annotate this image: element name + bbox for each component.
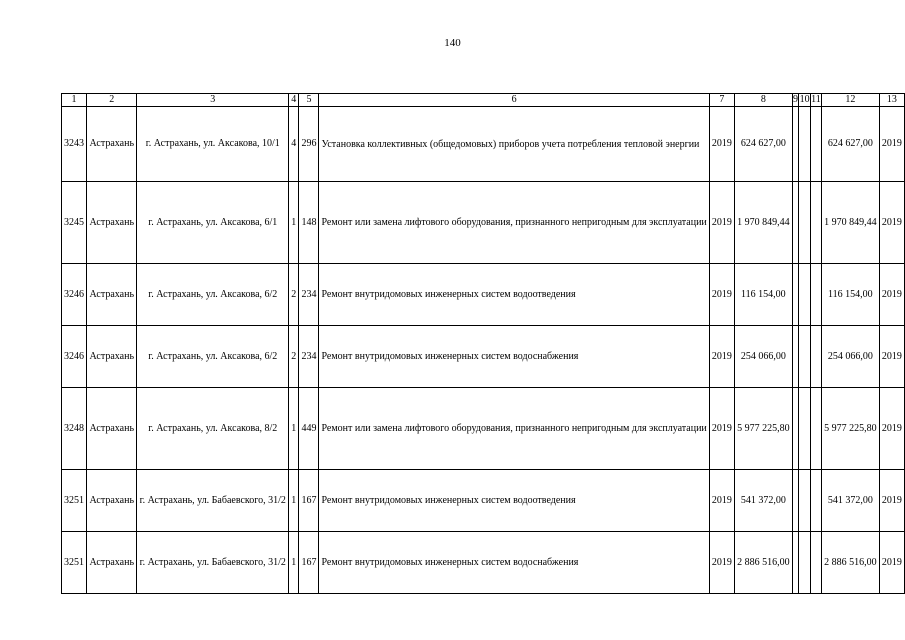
col11-cell	[811, 107, 822, 182]
header-cell: 4	[289, 94, 299, 107]
col5-cell: 449	[299, 388, 319, 470]
work-type-cell	[319, 470, 709, 532]
total-cost-cell: 1 970 849,44	[734, 182, 792, 264]
work-type-text: Ремонт или замена лифтового оборудования, признанного непригодным для эксплуатации	[321, 423, 707, 435]
header-cell: 12	[821, 94, 879, 107]
table-row	[62, 388, 905, 470]
column-number-header-row	[62, 94, 905, 107]
col13-year-cell: 2019	[879, 470, 904, 532]
row-id: 3248	[62, 388, 87, 470]
col5-cell: 296	[299, 107, 319, 182]
total-cost-cell: 254 066,00	[734, 326, 792, 388]
row-id: 3251	[62, 470, 87, 532]
address-cell: г. Астрахань, ул. Бабаевского, 31/2	[137, 470, 289, 532]
year-cell: 2019	[709, 182, 734, 264]
col10-cell	[799, 326, 811, 388]
city-cell: Астрахань	[87, 532, 137, 594]
work-type-text: Ремонт внутридомовых инженерных систем водоотведения	[321, 289, 576, 301]
col11-cell	[811, 264, 822, 326]
col4-cell: 1	[289, 532, 299, 594]
col4-cell: 1	[289, 182, 299, 264]
col10-cell	[799, 388, 811, 470]
year-cell: 2019	[709, 388, 734, 470]
col11-cell	[811, 470, 822, 532]
header-cell: 10	[799, 94, 810, 106]
table-row	[62, 264, 905, 326]
city-cell: Астрахань	[87, 326, 137, 388]
col12-cost-cell: 254 066,00	[821, 326, 879, 388]
header-cell: 1	[62, 94, 87, 107]
col12-cost-cell: 116 154,00	[821, 264, 879, 326]
address-cell: г. Астрахань, ул. Аксакова, 8/2	[137, 388, 289, 470]
year-cell: 2019	[709, 107, 734, 182]
work-type-cell	[319, 264, 709, 326]
city-cell: Астрахань	[87, 388, 137, 470]
header-cell: 11	[811, 94, 821, 106]
capital-repair-table	[61, 93, 905, 594]
col13-year-cell: 2019	[879, 264, 904, 326]
header-cell: 13	[879, 94, 904, 107]
year-cell: 2019	[709, 532, 734, 594]
total-cost-cell: 624 627,00	[734, 107, 792, 182]
col12-cost-cell: 541 372,00	[821, 470, 879, 532]
header-cell: 9	[792, 94, 798, 106]
col4-cell: 4	[289, 107, 299, 182]
col13-year-cell: 2019	[879, 326, 904, 388]
col4-cell: 1	[289, 470, 299, 532]
table-row	[62, 470, 905, 532]
city-cell: Астрахань	[87, 107, 137, 182]
col13-year-cell: 2019	[879, 107, 904, 182]
row-id: 3246	[62, 326, 87, 388]
work-type-text: Ремонт внутридомовых инженерных систем водоснабжения	[321, 351, 579, 363]
col5-cell: 234	[299, 264, 319, 326]
col11-cell	[811, 326, 822, 388]
header-cell: 3	[137, 94, 289, 107]
table-row	[62, 182, 905, 264]
col12-cost-cell: 1 970 849,44	[821, 182, 879, 264]
row-id: 3246	[62, 264, 87, 326]
address-cell: г. Астрахань, ул. Аксакова, 6/2	[137, 326, 289, 388]
address-cell: г. Астрахань, ул. Аксакова, 10/1	[137, 107, 289, 182]
col10-cell	[799, 264, 811, 326]
col11-cell	[811, 182, 822, 264]
address-cell: г. Астрахань, ул. Бабаевского, 31/2	[137, 532, 289, 594]
city-cell: Астрахань	[87, 264, 137, 326]
table-row	[62, 532, 905, 594]
col12-cost-cell: 5 977 225,80	[821, 388, 879, 470]
total-cost-cell: 541 372,00	[734, 470, 792, 532]
col12-cost-cell: 624 627,00	[821, 107, 879, 182]
work-type-cell	[319, 107, 709, 182]
col5-cell: 167	[299, 532, 319, 594]
work-type-text: Установка коллективных (общедомовых) приборов учета потребления тепловой энергии	[321, 138, 700, 150]
col5-cell: 167	[299, 470, 319, 532]
col4-cell: 1	[289, 388, 299, 470]
col10-cell	[799, 470, 811, 532]
col5-cell: 234	[299, 326, 319, 388]
work-type-cell	[319, 388, 709, 470]
work-type-cell	[319, 532, 709, 594]
col4-cell: 2	[289, 264, 299, 326]
work-type-text: Ремонт внутридомовых инженерных систем водоснабжения	[321, 557, 579, 569]
total-cost-cell: 5 977 225,80	[734, 388, 792, 470]
table-row	[62, 107, 905, 182]
col13-year-cell: 2019	[879, 532, 904, 594]
header-cell: 7	[709, 94, 734, 107]
year-cell: 2019	[709, 326, 734, 388]
col5-cell: 148	[299, 182, 319, 264]
table-row	[62, 326, 905, 388]
work-type-text: Ремонт внутридомовых инженерных систем водоотведения	[321, 495, 576, 507]
city-cell: Астрахань	[87, 470, 137, 532]
year-cell: 2019	[709, 470, 734, 532]
header-cell: 2	[87, 94, 137, 107]
header-cell: 8	[734, 94, 792, 107]
header-cell: 6	[319, 94, 709, 107]
col10-cell	[799, 532, 811, 594]
work-type-cell	[319, 182, 709, 264]
header-cell: 5	[299, 94, 319, 107]
city-cell: Астрахань	[87, 182, 137, 264]
col10-cell	[799, 107, 811, 182]
total-cost-cell: 2 886 516,00	[734, 532, 792, 594]
row-id: 3251	[62, 532, 87, 594]
col12-cost-cell: 2 886 516,00	[821, 532, 879, 594]
total-cost-cell: 116 154,00	[734, 264, 792, 326]
col11-cell	[811, 532, 822, 594]
year-cell: 2019	[709, 264, 734, 326]
address-cell: г. Астрахань, ул. Аксакова, 6/1	[137, 182, 289, 264]
row-id: 3245	[62, 182, 87, 264]
address-cell: г. Астрахань, ул. Аксакова, 6/2	[137, 264, 289, 326]
work-type-text: Ремонт или замена лифтового оборудования, признанного непригодным для эксплуатации	[321, 217, 707, 229]
page-number: 140	[444, 37, 461, 49]
work-type-cell	[319, 326, 709, 388]
col10-cell	[799, 182, 811, 264]
col13-year-cell: 2019	[879, 388, 904, 470]
col13-year-cell: 2019	[879, 182, 904, 264]
col11-cell	[811, 388, 822, 470]
col4-cell: 2	[289, 326, 299, 388]
row-id: 3243	[62, 107, 87, 182]
